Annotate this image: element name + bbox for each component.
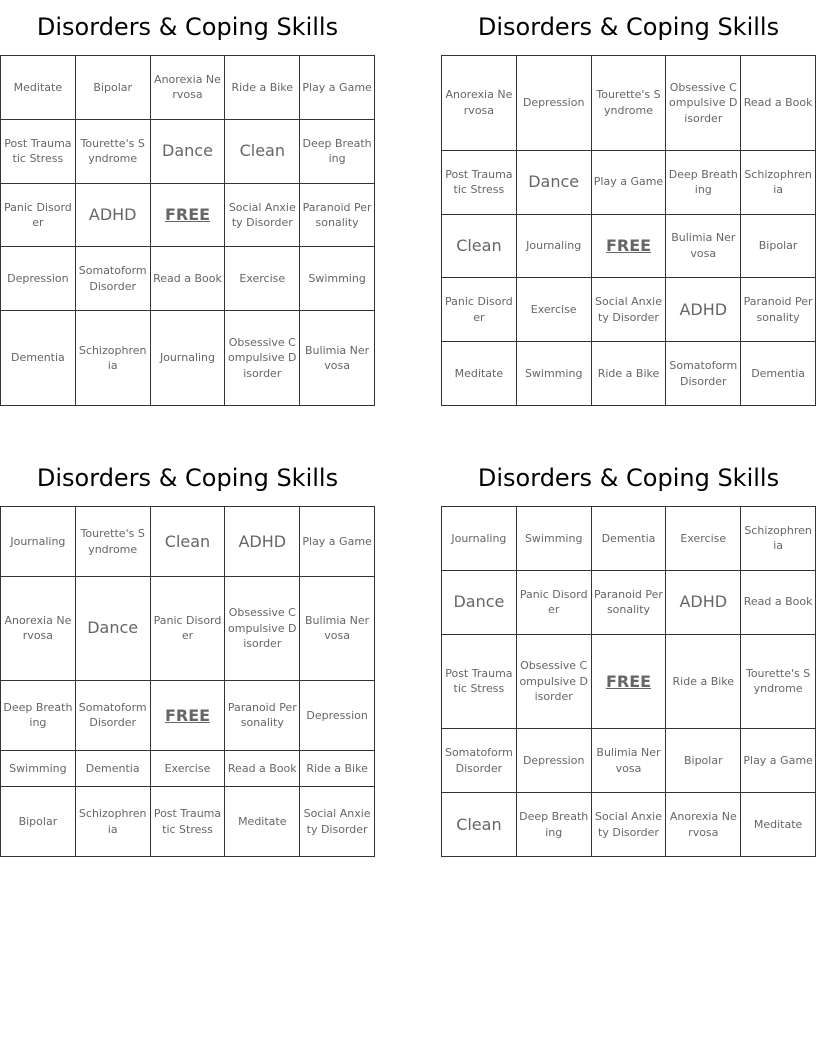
grid-cell: Clean (442, 214, 517, 278)
grid-cell: Bipolar (741, 214, 816, 278)
grid-cell: Tourette's Syndrome (75, 119, 150, 183)
grid-cell: Swimming (1, 750, 76, 786)
grid-cell: Somatoform Disorder (442, 729, 517, 793)
grid-cell: Journaling (150, 311, 225, 406)
grid-cell: Anorexia Nervosa (666, 793, 741, 857)
grid-cell: ADHD (666, 570, 741, 634)
grid-cell: Bipolar (1, 787, 76, 857)
grid-cell: Bulimia Nervosa (300, 311, 375, 406)
grid-cell: Somatoform Disorder (666, 342, 741, 406)
grid-cell: ADHD (75, 183, 150, 247)
grid-cell: Meditate (1, 56, 76, 120)
grid-cell: Bipolar (75, 56, 150, 120)
grid-cell: Journaling (442, 507, 517, 571)
grid-cell: Deep Breathing (1, 680, 76, 750)
bingo-grid (0, 55, 375, 406)
card-title: Disorders & Coping Skills (477, 13, 780, 41)
grid-cell: Ride a Bike (591, 342, 666, 406)
grid-cell: Clean (442, 793, 517, 857)
grid-cell: ADHD (666, 278, 741, 342)
grid-cell: Depression (516, 729, 591, 793)
grid-cell: Dementia (741, 342, 816, 406)
free-space-cell: FREE (150, 680, 225, 750)
grid-cell: Swimming (516, 507, 591, 571)
grid-cell: Obsessive Compulsive Disorder (225, 577, 300, 681)
grid-row (1, 183, 375, 247)
free-space-cell: FREE (591, 214, 666, 278)
grid-row (1, 119, 375, 183)
grid-cell: Paranoid Personality (225, 680, 300, 750)
grid-cell: Social Anxiety Disorder (591, 278, 666, 342)
grid-row (442, 634, 816, 729)
grid-cell: Dance (150, 119, 225, 183)
grid-row (1, 311, 375, 406)
grid-cell: Dementia (1, 311, 76, 406)
grid-cell: Depression (1, 247, 76, 311)
grid-cell: Read a Book (150, 247, 225, 311)
grid-cell: Read a Book (741, 570, 816, 634)
grid-cell: Dance (516, 150, 591, 214)
bingo-grid (441, 506, 816, 857)
bingo-grid (441, 55, 816, 406)
grid-cell: Paranoid Personality (591, 570, 666, 634)
grid-cell: Dementia (75, 750, 150, 786)
grid-cell: Tourette's Syndrome (591, 56, 666, 151)
grid-cell: Schizophrenia (741, 507, 816, 571)
grid-cell: Read a Book (741, 56, 816, 151)
grid-cell: Post Traumatic Stress (150, 787, 225, 857)
grid-cell: Clean (150, 507, 225, 577)
grid-cell: Journaling (516, 214, 591, 278)
grid-cell: ADHD (225, 507, 300, 577)
grid-cell: Bipolar (666, 729, 741, 793)
grid-cell: Social Anxiety Disorder (300, 787, 375, 857)
grid-cell: Depression (300, 680, 375, 750)
grid-row (1, 247, 375, 311)
grid-cell: Post Traumatic Stress (1, 119, 76, 183)
grid-cell: Ride a Bike (300, 750, 375, 786)
grid-cell: Panic Disorder (1, 183, 76, 247)
grid-row (442, 729, 816, 793)
grid-cell: Somatoform Disorder (75, 247, 150, 311)
grid-cell: Panic Disorder (150, 577, 225, 681)
grid-cell: Somatoform Disorder (75, 680, 150, 750)
grid-row (442, 342, 816, 406)
grid-cell: Dance (75, 577, 150, 681)
grid-row (1, 577, 375, 681)
grid-row (442, 570, 816, 634)
grid-cell: Meditate (741, 793, 816, 857)
grid-row (442, 214, 816, 278)
grid-cell: Clean (225, 119, 300, 183)
grid-cell: Read a Book (225, 750, 300, 786)
grid-cell: Meditate (225, 787, 300, 857)
grid-row (442, 56, 816, 151)
grid-cell: Exercise (516, 278, 591, 342)
grid-cell: Ride a Bike (225, 56, 300, 120)
grid-cell: Obsessive Compulsive Disorder (516, 634, 591, 729)
grid-cell: Deep Breathing (516, 793, 591, 857)
grid-row (1, 507, 375, 577)
grid-cell: Tourette's Syndrome (741, 634, 816, 729)
free-space-cell: FREE (591, 634, 666, 729)
grid-cell: Deep Breathing (300, 119, 375, 183)
bingo-grid (0, 506, 375, 857)
grid-cell: Play a Game (300, 507, 375, 577)
grid-cell: Swimming (516, 342, 591, 406)
free-space-cell: FREE (150, 183, 225, 247)
grid-row (442, 793, 816, 857)
grid-row (1, 750, 375, 786)
grid-row (442, 150, 816, 214)
grid-cell: Panic Disorder (442, 278, 517, 342)
bingo-card-3 (0, 451, 375, 836)
grid-cell: Obsessive Compulsive Disorder (666, 56, 741, 151)
card-title: Disorders & Coping Skills (36, 464, 339, 492)
grid-cell: Anorexia Nervosa (1, 577, 76, 681)
grid-row (1, 787, 375, 857)
grid-cell: Meditate (442, 342, 517, 406)
grid-cell: Social Anxiety Disorder (225, 183, 300, 247)
grid-cell: Schizophrenia (75, 311, 150, 406)
grid-cell: Schizophrenia (741, 150, 816, 214)
grid-cell: Paranoid Personality (741, 278, 816, 342)
grid-cell: Schizophrenia (75, 787, 150, 857)
grid-cell: Swimming (300, 247, 375, 311)
grid-cell: Play a Game (300, 56, 375, 120)
grid-cell: Tourette's Syndrome (75, 507, 150, 577)
card-title: Disorders & Coping Skills (477, 464, 780, 492)
grid-cell: Anorexia Nervosa (442, 56, 517, 151)
grid-cell: Play a Game (741, 729, 816, 793)
grid-cell: Paranoid Personality (300, 183, 375, 247)
grid-cell: Anorexia Nervosa (150, 56, 225, 120)
grid-row (1, 680, 375, 750)
grid-cell: Bulimia Nervosa (300, 577, 375, 681)
grid-cell: Dementia (591, 507, 666, 571)
grid-cell: Ride a Bike (666, 634, 741, 729)
grid-cell: Dance (442, 570, 517, 634)
bingo-card-1 (0, 0, 375, 380)
grid-cell: Panic Disorder (516, 570, 591, 634)
grid-row (1, 56, 375, 120)
bingo-card-2 (441, 0, 816, 388)
grid-cell: Post Traumatic Stress (442, 150, 517, 214)
card-title: Disorders & Coping Skills (36, 13, 339, 41)
grid-cell: Deep Breathing (666, 150, 741, 214)
grid-cell: Play a Game (591, 150, 666, 214)
grid-cell: Exercise (150, 750, 225, 786)
bingo-card-4 (441, 451, 816, 839)
grid-cell: Journaling (1, 507, 76, 577)
grid-cell: Post Traumatic Stress (442, 634, 517, 729)
grid-cell: Depression (516, 56, 591, 151)
grid-cell: Obsessive Compulsive Disorder (225, 311, 300, 406)
grid-cell: Exercise (666, 507, 741, 571)
grid-cell: Social Anxiety Disorder (591, 793, 666, 857)
grid-row (442, 507, 816, 571)
grid-cell: Bulimia Nervosa (666, 214, 741, 278)
grid-cell: Exercise (225, 247, 300, 311)
grid-row (442, 278, 816, 342)
grid-cell: Bulimia Nervosa (591, 729, 666, 793)
